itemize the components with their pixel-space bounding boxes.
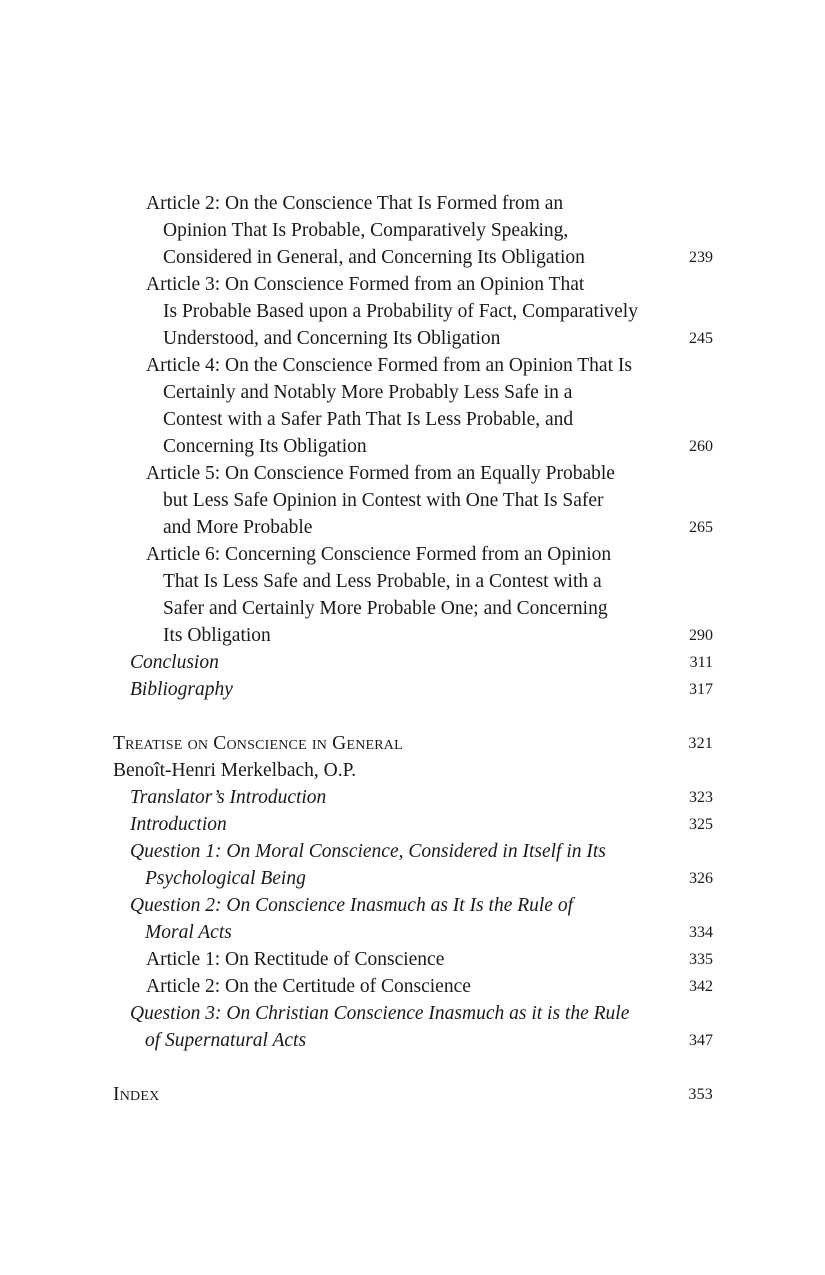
toc-entry-title-line: Understood, and Concerning Its Obligation <box>163 328 501 349</box>
toc-entry-title-line: Introduction <box>130 814 227 835</box>
toc-entry <box>113 730 713 757</box>
toc-entry-title-line: Treatise on Conscience in General <box>113 733 403 754</box>
toc-entry <box>113 271 713 352</box>
toc-entry <box>113 541 713 649</box>
toc-entry-title-line: Opinion That Is Probable, Comparatively Speaking, <box>163 220 569 241</box>
toc-entry <box>113 1081 713 1108</box>
toc-entry-title-line: Safer and Certainly More Probable One; and Concerning <box>163 598 608 619</box>
toc-entry-title-line: Question 1: On Moral Conscience, Considered in Itself in Its <box>130 841 606 862</box>
section-gap <box>113 1054 713 1081</box>
toc-page-number: 290 <box>689 627 713 644</box>
toc-entry-title-line: Article 1: On Rectitude of Conscience <box>146 949 445 970</box>
toc-entry <box>113 811 713 838</box>
toc-page-number: 334 <box>689 924 713 941</box>
toc-page-number: 260 <box>689 438 713 455</box>
table-of-contents <box>113 190 713 1108</box>
toc-entry-title-line: Benoît-Henri Merkelbach, O.P. <box>113 760 357 781</box>
toc-page-number: 323 <box>689 789 713 806</box>
toc-entry-title-line: but Less Safe Opinion in Contest with One That Is Safer <box>163 490 604 511</box>
toc-entry-title-line: Certainly and Notably More Probably Less Safe in a <box>163 382 573 403</box>
toc-entry-title-line: Conclusion <box>130 652 219 673</box>
toc-entry-title-line: Article 5: On Conscience Formed from an Equally Probable <box>146 463 615 484</box>
toc-entry <box>113 784 713 811</box>
toc-entry <box>113 946 713 973</box>
toc-entry <box>113 892 713 946</box>
toc-page-number: 347 <box>689 1032 713 1049</box>
toc-entry-title-line: Index <box>113 1084 160 1105</box>
toc-entry <box>113 352 713 460</box>
toc-page-number: 265 <box>689 519 713 536</box>
toc-entry-title-line: Question 3: On Christian Conscience Inasmuch as it is the Rule <box>130 1003 630 1024</box>
toc-page-number: 239 <box>689 249 713 266</box>
toc-entry-title-line: Bibliography <box>130 679 233 700</box>
toc-entry <box>113 973 713 1000</box>
toc-entry-title-line: Article 4: On the Conscience Formed from an Opinion That Is <box>146 355 632 376</box>
toc-entry-title-line: That Is Less Safe and Less Probable, in a Contest with a <box>163 571 602 592</box>
toc-entry <box>113 649 713 676</box>
toc-page-number: 311 <box>689 654 713 671</box>
toc-entry-title-line: Article 3: On Conscience Formed from an Opinion That <box>146 274 585 295</box>
toc-entry-title-line: Concerning Its Obligation <box>163 436 367 457</box>
toc-page-number: 335 <box>689 951 713 968</box>
toc-page-number: 245 <box>689 330 713 347</box>
toc-page-number: 353 <box>688 1086 713 1103</box>
toc-entry <box>113 838 713 892</box>
toc-page-number: 342 <box>689 978 713 995</box>
toc-page-number: 321 <box>688 735 713 752</box>
toc-entry <box>113 460 713 541</box>
toc-entry <box>113 190 713 271</box>
toc-entry-title-line: of Supernatural Acts <box>145 1030 307 1051</box>
toc-entry-title-line: Moral Acts <box>145 922 232 943</box>
toc-entry <box>113 1000 713 1054</box>
toc-page-number: 317 <box>689 681 713 698</box>
toc-entry-title-line: Article 2: On the Conscience That Is Formed from an <box>146 193 564 214</box>
toc-entry-title-line: Translator’s Introduction <box>130 787 327 808</box>
toc-page-number: 325 <box>689 816 713 833</box>
toc-entry-title-line: and More Probable <box>163 517 313 538</box>
toc-entry-title-line: Considered in General, and Concerning Its Obligation <box>163 247 585 268</box>
toc-page-number: 326 <box>689 870 713 887</box>
toc-entry-title-line: Is Probable Based upon a Probability of Fact, Comparatively <box>163 301 638 322</box>
toc-entry-title-line: Its Obligation <box>163 625 271 646</box>
toc-entry-title-line: Contest with a Safer Path That Is Less Probable, and <box>163 409 574 430</box>
toc-entry <box>113 757 713 784</box>
toc-entry <box>113 676 713 703</box>
section-gap <box>113 703 713 730</box>
toc-entry-title-line: Question 2: On Conscience Inasmuch as It Is the Rule of <box>130 895 573 916</box>
toc-entry-title-line: Psychological Being <box>145 868 306 889</box>
toc-entry-title-line: Article 2: On the Certitude of Conscience <box>146 976 471 997</box>
toc-entry-title-line: Article 6: Concerning Conscience Formed from an Opinion <box>146 544 612 565</box>
